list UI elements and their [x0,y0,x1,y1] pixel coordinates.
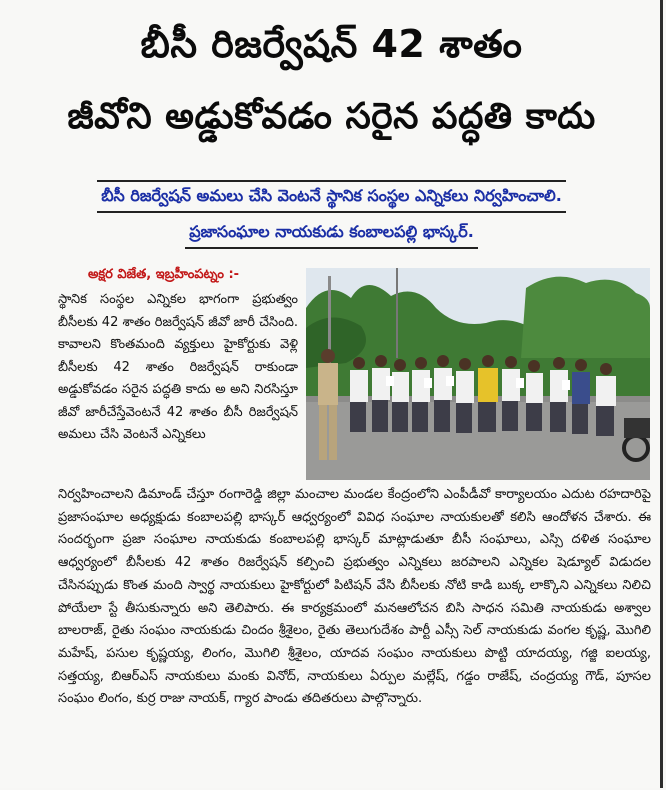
dateline: అక్షర విజేత, ఇబ్రహీంపట్నం :- [88,267,240,282]
article-body-narrow [58,289,298,447]
headline-line-2: జీవోని అడ్డుకోవడం సరైన పద్ధతి కాదు [67,96,596,137]
article-paragraph-2: నిర్వహించాలని డిమాండ్ చేస్తూ రంగారెడ్డి జిల్లా మంచాల మండల కేంద్రంలోని ఎంపీడీవో కార్యాలయం ఎదుట రహదారిపై ప్రజాసంఘాల అధ్యక్షుడు కంబాలపల్లి భాస్కర్ ఆధ్వర్యంలో వివిధ సంఘాల నాయకులతో కలిసి ఆందోళన చేశారు. ఈ సందర్భంగా ప్రజా సంఘాల నాయకుడు కంబాలపల్లి భాస్కర్ మాట్లాడుతూ బీసీ సంఘాలు, ఎస్సి దళిత సంఘాల ఆధ్వర్యంలో బీసీలకు 42 శాతం రిజర్వేషన్ కల్పించి ప్రభుత్వం ఎన్నికలు జరపాలని ఎన్నికల షెడ్యూల్ విడుదల చేసినప్పుడు కొంత మంది స్వార్థ నాయకులు హైకోర్టులో పిటిషన్ వేసి బీసీలకు నోటి కాడి బుక్క లాక్కొని ఎన్నికలు నిలిచి పోయేలా స్టే తీసుకున్నారు అని తెలిపారు. ఈ కార్యక్రమంలో మనఆలోచన బిసి సాధన సమితి నాయకుడు అశ్వాల బాలరాజ్, రైతు సంఘం నాయకుడు చిందం శ్రీశైలం, రైతు తెలుగుదేశం పార్టీ ఎస్సీ సెల్ నాయకుడు వంగల కృష్ణ, మొగిలి మహేష్, పసుల కృష్ణయ్య, లింగం, మొగిలి శ్రీశైలం, యాదవ సంఘం నాయకులు పొట్టి యాదయ్య, గజ్జి ఐలయ్య, సత్తయ్య, బిఆర్ఎస్ నాయకులు మంకు వినోద్, నాయకులు ఏర్పుల మల్లేష్, గడ్డం రాజేష్, చంద్రయ్య గౌడ్, పూసల సంఘం లింగం, కుర్ర రాజు నాయక్, గ్యార పాండు తదితరులు పాల్గొన్నారు. [58,487,651,707]
headline-line-1: బీసీ రిజర్వేషన్ 42 శాతం [140,22,523,66]
subheadline-2-wrap [0,222,663,249]
subheadline-line-2: ప్రజాసంఘాల నాయకుడు కంబాలపల్లి భాస్కర్. [185,222,478,249]
article-paragraph-1: స్థానిక సంస్థల ఎన్నికల భాగంగా ప్రభుత్వం బీసీలకు 42 శాతం రిజర్వేషన్ జీవో జారీ చేసింది. కావాలని కొంతమంది వ్యక్తులు హైకోర్టుకు వెళ్లి బీసీలకు 42 శాతం రిజర్వేషన్ రాకుండా అడ్డుకోవడం సరైన పద్ధతి కాదు అ అని నిరసిస్తూ జీవో జారీచేస్తేవెంటనే 42 శాతం బీసీ రిజర్వేషన్ అమలు చేసి వెంటనే ఎన్నికలు [58,292,298,442]
subheadline-1-wrap [0,180,663,213]
article-body-wide [58,484,651,711]
subheadline-line-1: బీసీ రిజర్వేషన్ అమలు చేసి వెంటనే స్థానిక సంస్థల ఎన్నికలు నిర్వహించాలి. [97,180,566,213]
protest-photo-image [306,268,650,480]
protest-group-photo [306,268,650,480]
